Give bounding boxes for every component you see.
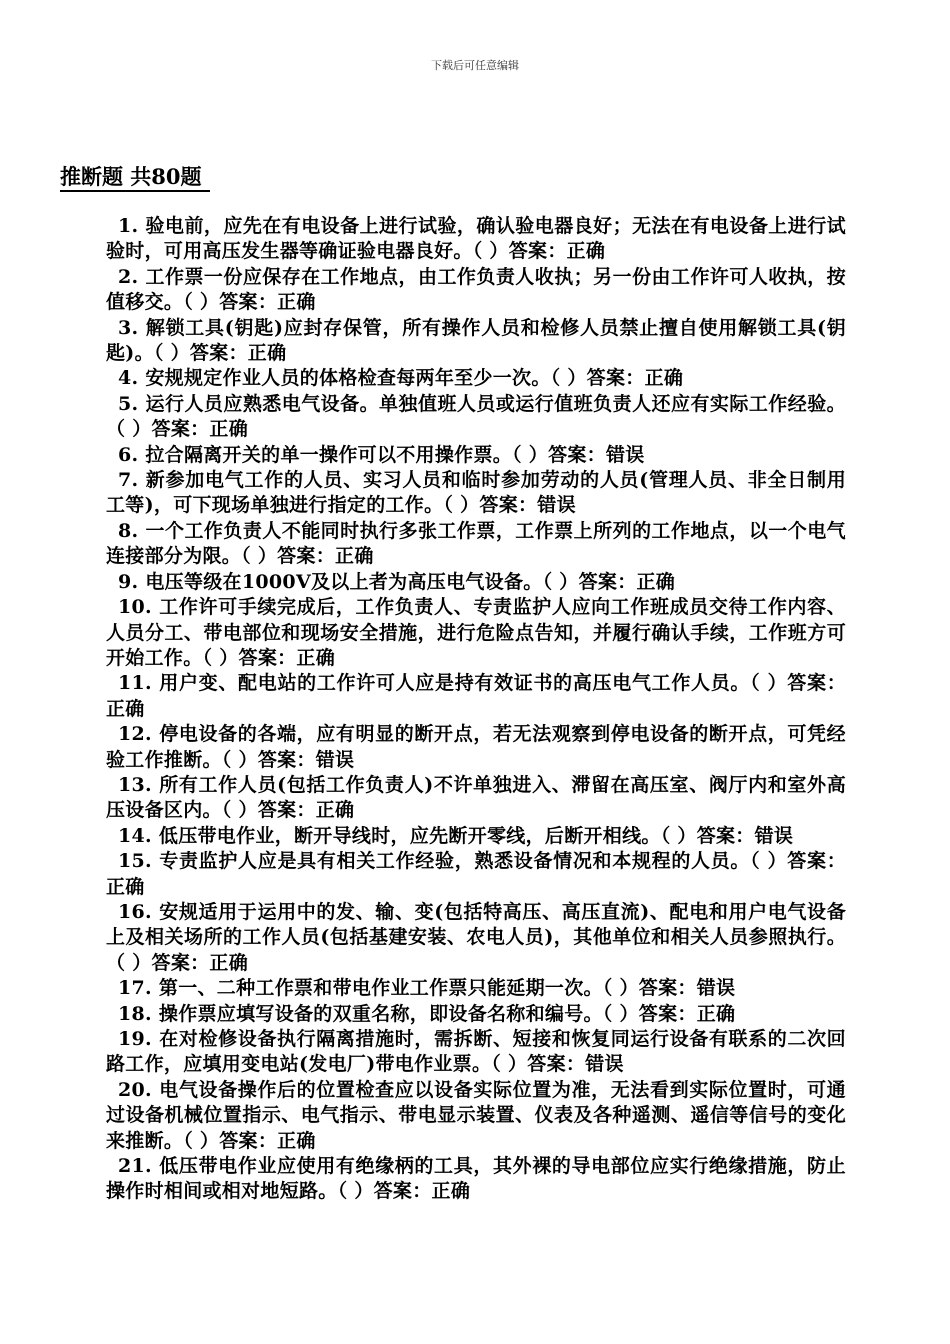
question-number: 11. [118, 672, 152, 695]
question-number: 2. [118, 265, 139, 288]
question-text: 第一、二种工作票和带电作业工作票只能延期一次。（ ）答案：错误 [158, 977, 736, 1000]
question-item [106, 392, 846, 443]
question-item [106, 1002, 846, 1027]
question-text: 工作许可手续完成后，工作负责人、专责监护人应向工作班成员交待工作内容、人员分工、带电部位和现场安全措施，进行危险点告知，并履行确认手续，工作班方可开始工作。（ ）答案：正确 [106, 596, 846, 669]
question-text: 运行人员应熟悉电气设备。单独值班人员或运行值班负责人还应有实际工作经验。（ ）答案：正确 [106, 392, 846, 441]
question-item [106, 468, 846, 519]
question-text: 低压带电作业应使用有绝缘柄的工具，其外裸的导电部位应实行绝缘措施，防止操作时相间或相对地短路。（ ）答案：正确 [106, 1155, 846, 1203]
question-number: 19. [118, 1028, 152, 1050]
question-number: 4. [118, 367, 139, 390]
question-item [106, 570, 846, 595]
question-text: 电气设备操作后的位置检查应以设备实际位置为准，无法看到实际位置时，可通过设备机械位置指示、电气指示、带电显示装置、仪表及各种遥测、遥信等信号的变化来推断。（ ）答案：正确 [106, 1078, 846, 1152]
question-item [106, 722, 846, 773]
question-text: 工作票一份应保存在工作地点，由工作负责人收执；另一份由工作许可人收执，按值移交。（ ）答案：正确 [106, 265, 846, 314]
question-text: 解锁工具(钥匙)应封存保管，所有操作人员和检修人员禁止擅自使用解锁工具(钥匙)。（ ）答案：正确 [106, 316, 846, 365]
question-text: 电压等级在1000V及以上者为高压电气设备。（ ）答案：正确 [145, 570, 676, 593]
question-item [106, 773, 846, 824]
question-number: 17. [118, 977, 152, 1000]
question-item [106, 1027, 846, 1078]
question-number: 15. [118, 850, 152, 873]
question-item [106, 824, 846, 849]
question-number: 7. [118, 469, 139, 492]
question-text: 停电设备的各端，应有明显的断开点，若无法观察到停电设备的断开点，可凭经验工作推断。（ ）答案：错误 [106, 723, 846, 771]
question-item [106, 976, 846, 1001]
question-text: 在对检修设备执行隔离措施时，需拆断、短接和恢复同运行设备有联系的二次回路工作，应填用变电站(发电厂)带电作业票。（ ）答案：错误 [106, 1028, 846, 1076]
question-text: 操作票应填写设备的双重名称，即设备名称和编号。（ ）答案：正确 [158, 1002, 736, 1025]
question-number: 8. [118, 519, 139, 542]
question-item [106, 316, 846, 367]
question-item [106, 519, 846, 570]
question-text: 用户变、配电站的工作许可人应是持有效证书的高压电气工作人员。（ ）答案：正确 [106, 672, 846, 720]
question-text: 验电前，应先在有电设备上进行试验，确认验电器良好；无法在有电设备上进行试验时，可用高压发生器等确证验电器良好。（ ）答案：正确 [106, 215, 846, 263]
question-item [106, 1078, 846, 1154]
question-number: 14. [118, 824, 152, 847]
question-text: 低压带电作业，断开导线时，应先断开零线，后断开相线。（ ）答案：错误 [158, 824, 794, 847]
question-number: 13. [118, 773, 152, 796]
section-title: 推断题 共80题 [60, 164, 210, 192]
question-number: 6. [118, 443, 139, 466]
question-number: 20. [118, 1078, 152, 1101]
question-number: 10. [118, 596, 152, 619]
question-number: 3. [118, 316, 139, 339]
question-text: 一个工作负责人不能同时执行多张工作票，工作票上所列的工作地点，以一个电气连接部分为限。（ ）答案：正确 [106, 519, 846, 568]
question-text: 安规规定作业人员的体格检查每两年至少一次。（ ）答案：正确 [145, 367, 684, 390]
question-text: 新参加电气工作的人员、实习人员和临时参加劳动的人员(管理人员、非全日制用工等)，可下现场单独进行指定的工作。（ ）答案：错误 [106, 469, 846, 517]
question-item [106, 1154, 846, 1205]
question-item [106, 849, 846, 900]
page-header-note: 下载后可任意编辑 [431, 59, 519, 72]
question-text: 安规适用于运用中的发、输、变(包括特高压、高压直流)、配电和用户电气设备上及相关场所的工作人员(包括基建安装、农电人员)，其他单位和相关人员参照执行。（ ）答案：正确 [106, 900, 847, 974]
question-text: 所有工作人员(包括工作负责人)不许单独进入、滞留在高压室、阀厅内和室外高压设备区内。（ ）答案：正确 [106, 773, 847, 822]
question-item [106, 900, 846, 976]
question-item [106, 214, 846, 265]
question-list [106, 214, 846, 1205]
question-number: 18. [118, 1002, 152, 1025]
question-item [106, 443, 846, 468]
question-number: 16. [118, 900, 152, 923]
question-item [106, 671, 846, 722]
question-number: 12. [118, 723, 152, 746]
question-text: 拉合隔离开关的单一操作可以不用操作票。（ ）答案：错误 [145, 443, 645, 466]
question-number: 1. [118, 215, 139, 237]
question-number: 5. [118, 392, 139, 415]
question-number: 21. [118, 1155, 152, 1178]
question-text: 专责监护人应是具有相关工作经验，熟悉设备情况和本规程的人员。（ ）答案：正确 [106, 850, 846, 898]
question-item [106, 366, 846, 391]
question-number: 9. [118, 570, 139, 593]
question-item [106, 595, 846, 671]
question-item [106, 265, 846, 316]
